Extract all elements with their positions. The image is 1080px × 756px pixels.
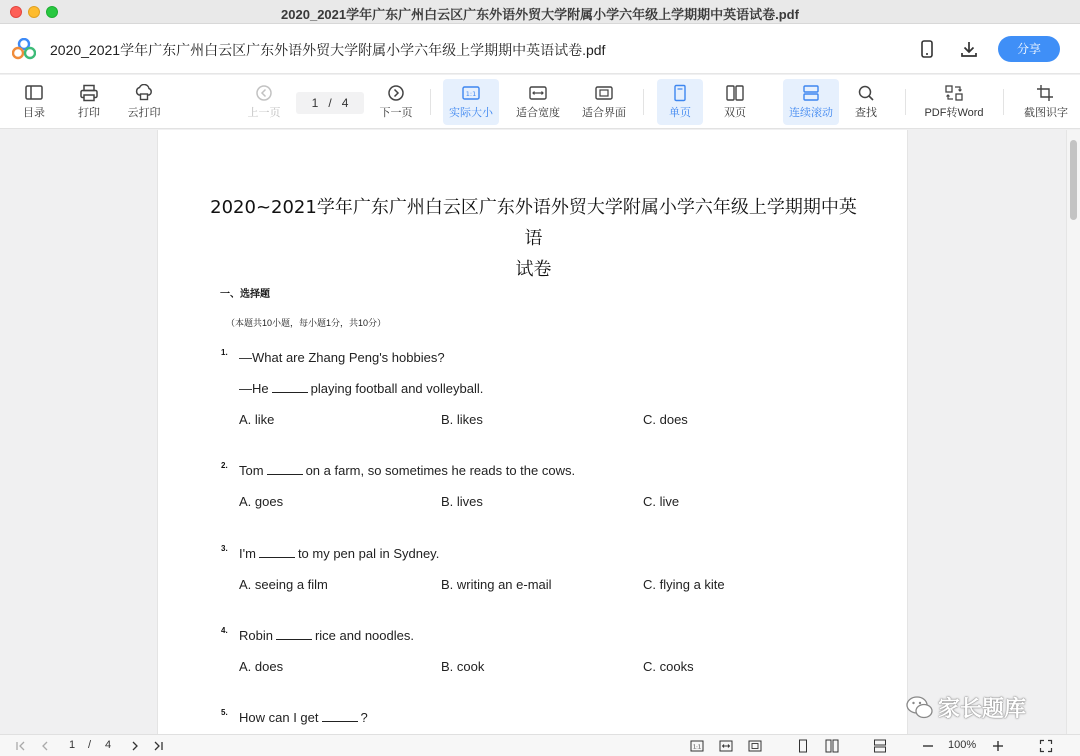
double-page-icon (725, 84, 745, 102)
zoom-in-icon[interactable] (991, 739, 1005, 753)
cloud-print-button[interactable] (122, 79, 166, 125)
question-4-line-1 (239, 628, 414, 643)
fullscreen-icon[interactable] (1039, 739, 1053, 753)
fit-page-icon[interactable] (748, 739, 762, 753)
question-text: on a farm, so sometimes he reads to the cows. (305, 463, 576, 478)
fit-width-label: 适合宽度 (516, 107, 560, 119)
actual-size-button[interactable] (443, 79, 499, 125)
option-c: C. live (643, 494, 680, 509)
print-button[interactable] (69, 79, 109, 125)
toolbar-divider (643, 89, 644, 115)
first-page-icon[interactable] (14, 739, 28, 753)
option-c: C. cooks (643, 659, 694, 674)
printer-icon (79, 84, 99, 102)
pdf-to-word-label: PDF转Word (924, 107, 984, 119)
toolbar-divider (905, 89, 906, 115)
option-b: B. likes (441, 412, 483, 427)
status-page-separator: / (88, 739, 92, 751)
svg-text:1:1: 1:1 (692, 744, 702, 751)
chevron-right-icon[interactable] (128, 739, 142, 753)
option-a: A. like (239, 412, 275, 427)
page-number-input[interactable] (296, 92, 364, 114)
status-page-total: 4 (105, 739, 112, 751)
question-2-line-1 (239, 463, 575, 478)
question-text: Robin (239, 628, 273, 643)
download-icon[interactable] (959, 39, 979, 59)
question-text: —He (239, 381, 269, 396)
pdf-to-word-button[interactable] (920, 79, 988, 125)
fit-page-button[interactable] (578, 79, 630, 125)
continuous-scroll-label: 连续滚动 (789, 107, 833, 119)
zoom-out-icon[interactable] (921, 739, 935, 753)
document-title: 2020_2021学年广东广州白云区广东外语外贸大学附属小学六年级上学期期中英语试卷.pdf (50, 42, 606, 58)
option-a: A. seeing a film (239, 577, 328, 592)
question-3-line-1 (239, 546, 439, 561)
toolbar-divider (430, 89, 431, 115)
toc-label: 目录 (23, 107, 45, 119)
last-page-icon[interactable] (151, 739, 165, 753)
question-text: I'm (239, 546, 256, 561)
question-number: 4. (221, 626, 228, 635)
pdf-page (157, 130, 908, 734)
app-logo-icon (12, 38, 36, 60)
fit-width-button[interactable] (512, 79, 564, 125)
fit-width-icon (528, 84, 548, 102)
cloud-print-label: 云打印 (127, 107, 161, 119)
mobile-icon[interactable] (917, 39, 937, 59)
next-page-button[interactable] (376, 79, 416, 125)
document-viewport[interactable] (0, 130, 1080, 734)
status-bar (0, 734, 1080, 756)
status-page-current: 1 (69, 739, 76, 751)
share-button[interactable]: 分享 (998, 36, 1060, 62)
option-a: A. does (239, 659, 284, 674)
find-button[interactable] (846, 79, 886, 125)
chevron-left-circle-icon (254, 84, 274, 102)
continuous-scroll-icon (801, 84, 821, 102)
toc-icon (24, 84, 44, 102)
toolbar (0, 75, 1080, 129)
title-bar (0, 0, 1080, 24)
double-page-icon[interactable] (825, 739, 839, 753)
option-b: B. lives (441, 494, 483, 509)
double-page-button[interactable] (714, 79, 756, 125)
fit-width-icon[interactable] (719, 739, 733, 753)
cloud-print-icon (134, 84, 154, 102)
option-b: B. writing an e-mail (441, 577, 552, 592)
wechat-icon (905, 694, 935, 722)
question-text: ? (360, 710, 368, 725)
zoom-level[interactable]: 100% (948, 739, 977, 751)
chevron-right-circle-icon (386, 84, 406, 102)
search-icon (856, 84, 876, 102)
section-heading: 一、选择题 (220, 289, 270, 300)
option-b: B. cook (441, 659, 485, 674)
answer-blank (322, 711, 358, 722)
watermark-text: 家长题库 (938, 696, 1027, 721)
question-number: 3. (221, 544, 228, 553)
question-text: Tom (239, 463, 264, 478)
scrollbar-thumb[interactable] (1070, 140, 1077, 220)
continuous-scroll-button[interactable] (783, 79, 839, 125)
actual-size-icon[interactable] (690, 739, 704, 753)
page-current: 1 (311, 96, 319, 110)
question-number: 5. (221, 708, 228, 717)
vertical-scrollbar[interactable] (1066, 130, 1080, 734)
window-title: 2020_2021学年广东广州白云区广东外语外贸大学附属小学六年级上学期期中英语试卷.pdf (281, 7, 799, 22)
option-a: A. goes (239, 494, 284, 509)
actual-size-label: 实际大小 (449, 107, 493, 119)
double-page-label: 双页 (724, 107, 746, 119)
question-1-line-2 (239, 381, 483, 396)
question-text: to my pen pal in Sydney. (297, 546, 440, 561)
prev-page-button[interactable] (244, 79, 284, 125)
continuous-scroll-icon[interactable] (873, 739, 887, 753)
question-number: 1. (221, 348, 228, 357)
page-separator: / (328, 96, 332, 110)
question-text: How can I get (239, 710, 319, 725)
fit-page-label: 适合界面 (582, 107, 626, 119)
toc-button[interactable] (14, 79, 54, 125)
question-number: 2. (221, 461, 228, 470)
question-5-line-1 (239, 710, 368, 725)
ocr-button[interactable] (1018, 79, 1074, 125)
fit-page-icon (594, 84, 614, 102)
find-label: 查找 (855, 107, 877, 119)
paper-title-line-1: 2020~2021学年广东广州白云区广东外语外贸大学附属小学六年级上学期期中英语 (210, 197, 857, 249)
svg-text:1:1: 1:1 (465, 90, 477, 98)
single-page-icon (670, 84, 690, 102)
prev-page-label: 上一页 (247, 107, 281, 119)
crop-icon (1036, 84, 1056, 102)
option-c: C. does (643, 412, 688, 427)
question-1-line-1: —What are Zhang Peng's hobbies? (239, 350, 445, 365)
question-text: rice and noodles. (314, 628, 414, 643)
ocr-label: 截图识字 (1024, 107, 1068, 119)
answer-blank (276, 629, 312, 640)
answer-blank (259, 547, 295, 558)
next-page-label: 下一页 (379, 107, 413, 119)
chevron-left-icon[interactable] (38, 739, 52, 753)
single-page-button[interactable] (657, 79, 703, 125)
paper-title-line-2: 试卷 (515, 259, 552, 280)
paper-title (210, 192, 857, 285)
single-page-label: 单页 (669, 107, 691, 119)
answer-blank (267, 464, 303, 475)
convert-icon (944, 84, 964, 102)
answer-blank (272, 382, 308, 393)
toolbar-divider (1003, 89, 1004, 115)
single-page-icon[interactable] (796, 739, 810, 753)
question-text: playing football and volleyball. (310, 381, 484, 396)
section-note: （本题共10小题，每小题1分，共10分） (226, 318, 387, 328)
actual-size-icon (461, 84, 481, 102)
document-header (0, 24, 1080, 74)
option-c: C. flying a kite (643, 577, 725, 592)
page-total: 4 (341, 96, 349, 110)
print-label: 打印 (78, 107, 100, 119)
